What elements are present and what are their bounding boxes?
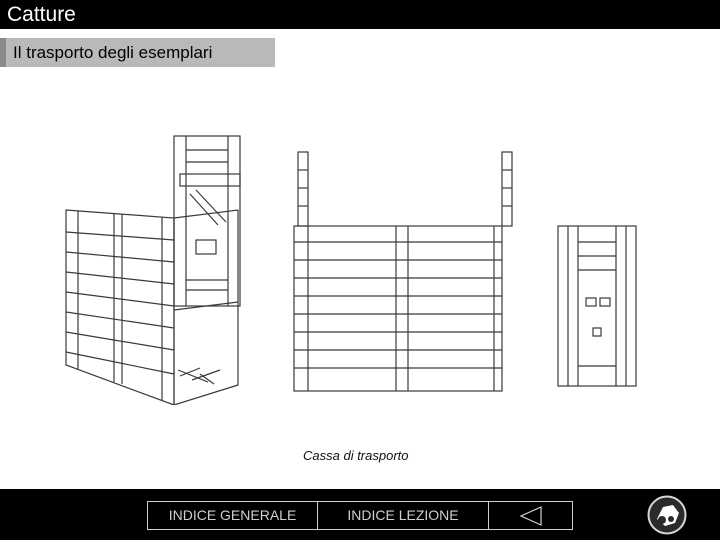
figure-caption: Cassa di trasporto [303,448,409,463]
section-header [0,38,275,67]
title-bar [0,0,720,29]
general-index-button[interactable] [147,501,318,530]
crate-perspective-drawing [66,136,240,405]
back-button[interactable] [488,501,573,530]
binoculars-logo-icon[interactable] [647,495,687,535]
lesson-index-button[interactable] [317,501,489,530]
lesson-index-label: INDICE LEZIONE [347,507,459,523]
crate-front-elevation-drawing [558,226,636,386]
crate-side-elevation-drawing [294,152,512,391]
page-title: Catture [7,3,76,26]
section-marker [0,38,6,67]
general-index-label: INDICE GENERALE [168,507,297,523]
transport-crate-illustration [50,130,650,405]
navigation-bar [0,489,720,540]
triangle-left-icon [519,506,543,526]
section-title: Il trasporto degli esemplari [13,43,213,62]
